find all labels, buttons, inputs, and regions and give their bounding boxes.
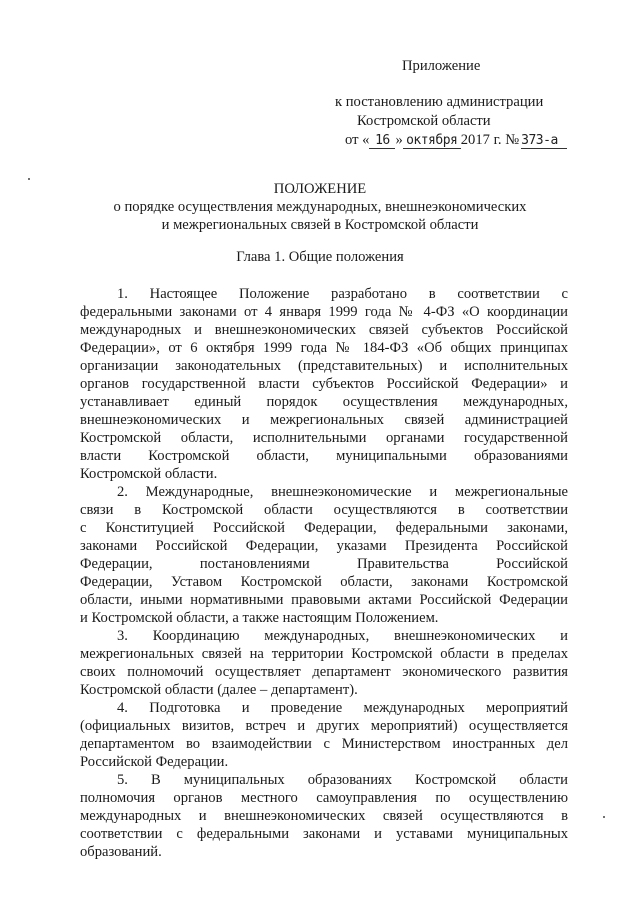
body-line: соответствии с федеральными законами и уставами муниципальных [80, 826, 568, 842]
document-title: ПОЛОЖЕНИЕ [273, 181, 367, 197]
date-mid: » [395, 132, 403, 148]
body-line: международных и внешнеэкономических связей субъектов Российской [80, 322, 568, 338]
body-line: 4. Подготовка и проведение международных мероприятий [117, 700, 568, 716]
decree-line-1: к постановлению администрации [335, 94, 544, 110]
body-line: области, иными нормативными правовыми актами Российской Федерации [80, 592, 568, 608]
scan-speck [603, 816, 605, 818]
decree-line-2: Костромской области [357, 113, 491, 129]
body-line: (официальных визитов, встреч и других мероприятий) осуществляется [80, 718, 568, 734]
body-line: организации законодательных (представительных) и исполнительных [80, 358, 568, 374]
date-day: 16 [369, 134, 395, 149]
chapter-heading: Глава 1. Общие положения [236, 249, 404, 265]
decree-number: 373-а [521, 134, 567, 149]
scan-speck [28, 178, 30, 180]
appendix-label: Приложение [402, 58, 481, 74]
body-line: с Конституцией Российской Федерации, федеральными законами, [80, 520, 568, 536]
date-year: 2017 г. № [460, 132, 520, 148]
body-line: устанавливает единый порядок осуществления международных, [80, 394, 568, 410]
body-line: Федерации», от 6 октября 1999 года № 184-ФЗ «Об общих принципах [80, 340, 568, 356]
body-line: Костромской области (далее – департамент). [80, 682, 358, 698]
body-line: Федерации, постановлениями Правительства Российской [80, 556, 568, 572]
body-line: Федерации, Уставом Костромской области, законами Костромской [80, 574, 568, 590]
body-line: межрегиональных связей на территории Костромской области в пределах [80, 646, 568, 662]
body-line: Российской Федерации. [80, 754, 229, 770]
date-prefix: от « [345, 132, 370, 148]
body-line: международных и внешнеэкономических связей осуществляются в [80, 808, 568, 824]
body-line: власти Костромской области, муниципальными образованиями [80, 448, 568, 464]
body-line: связи в Костромской области осуществляются в соответствии [80, 502, 568, 518]
body-line: 1. Настоящее Положение разработано в соответствии с [117, 286, 568, 302]
document-subtitle-1: о порядке осуществления международных, внешнеэкономических [113, 199, 527, 215]
body-line: полномочия органов местного самоуправления по осуществлению [80, 790, 568, 806]
body-line: законами Российской Федерации, указами Президента Российской [80, 538, 568, 554]
body-line: 3. Координацию международных, внешнеэкономических и [117, 628, 568, 644]
decree-date-line [345, 131, 567, 149]
body-line: своих полномочий осуществляет департамент экономического развития [80, 664, 568, 680]
body-line: 5. В муниципальных образованиях Костромской области [117, 772, 568, 788]
body-line: и Костромской области, а также настоящим Положением. [80, 610, 439, 626]
body-line: федеральными законами от 4 января 1999 года № 4-ФЗ «О координации [80, 304, 568, 320]
date-month: октября [403, 134, 461, 149]
body-line: Костромской области, исполнительными органами государственной [80, 430, 568, 446]
body-line: Костромской области. [80, 466, 218, 482]
body-line: департаментом во взаимодействии с Министерством иностранных дел [80, 736, 568, 752]
document-subtitle-2: и межрегиональных связей в Костромской области [161, 217, 479, 233]
body-line: внешнеэкономических и межрегиональных связей администрацией [80, 412, 568, 428]
body-line: 2. Международные, внешнеэкономические и межрегиональные [117, 484, 568, 500]
body-line: образований. [80, 844, 162, 860]
body-line: органов государственной власти субъектов Российской Федерации» и [80, 376, 568, 392]
